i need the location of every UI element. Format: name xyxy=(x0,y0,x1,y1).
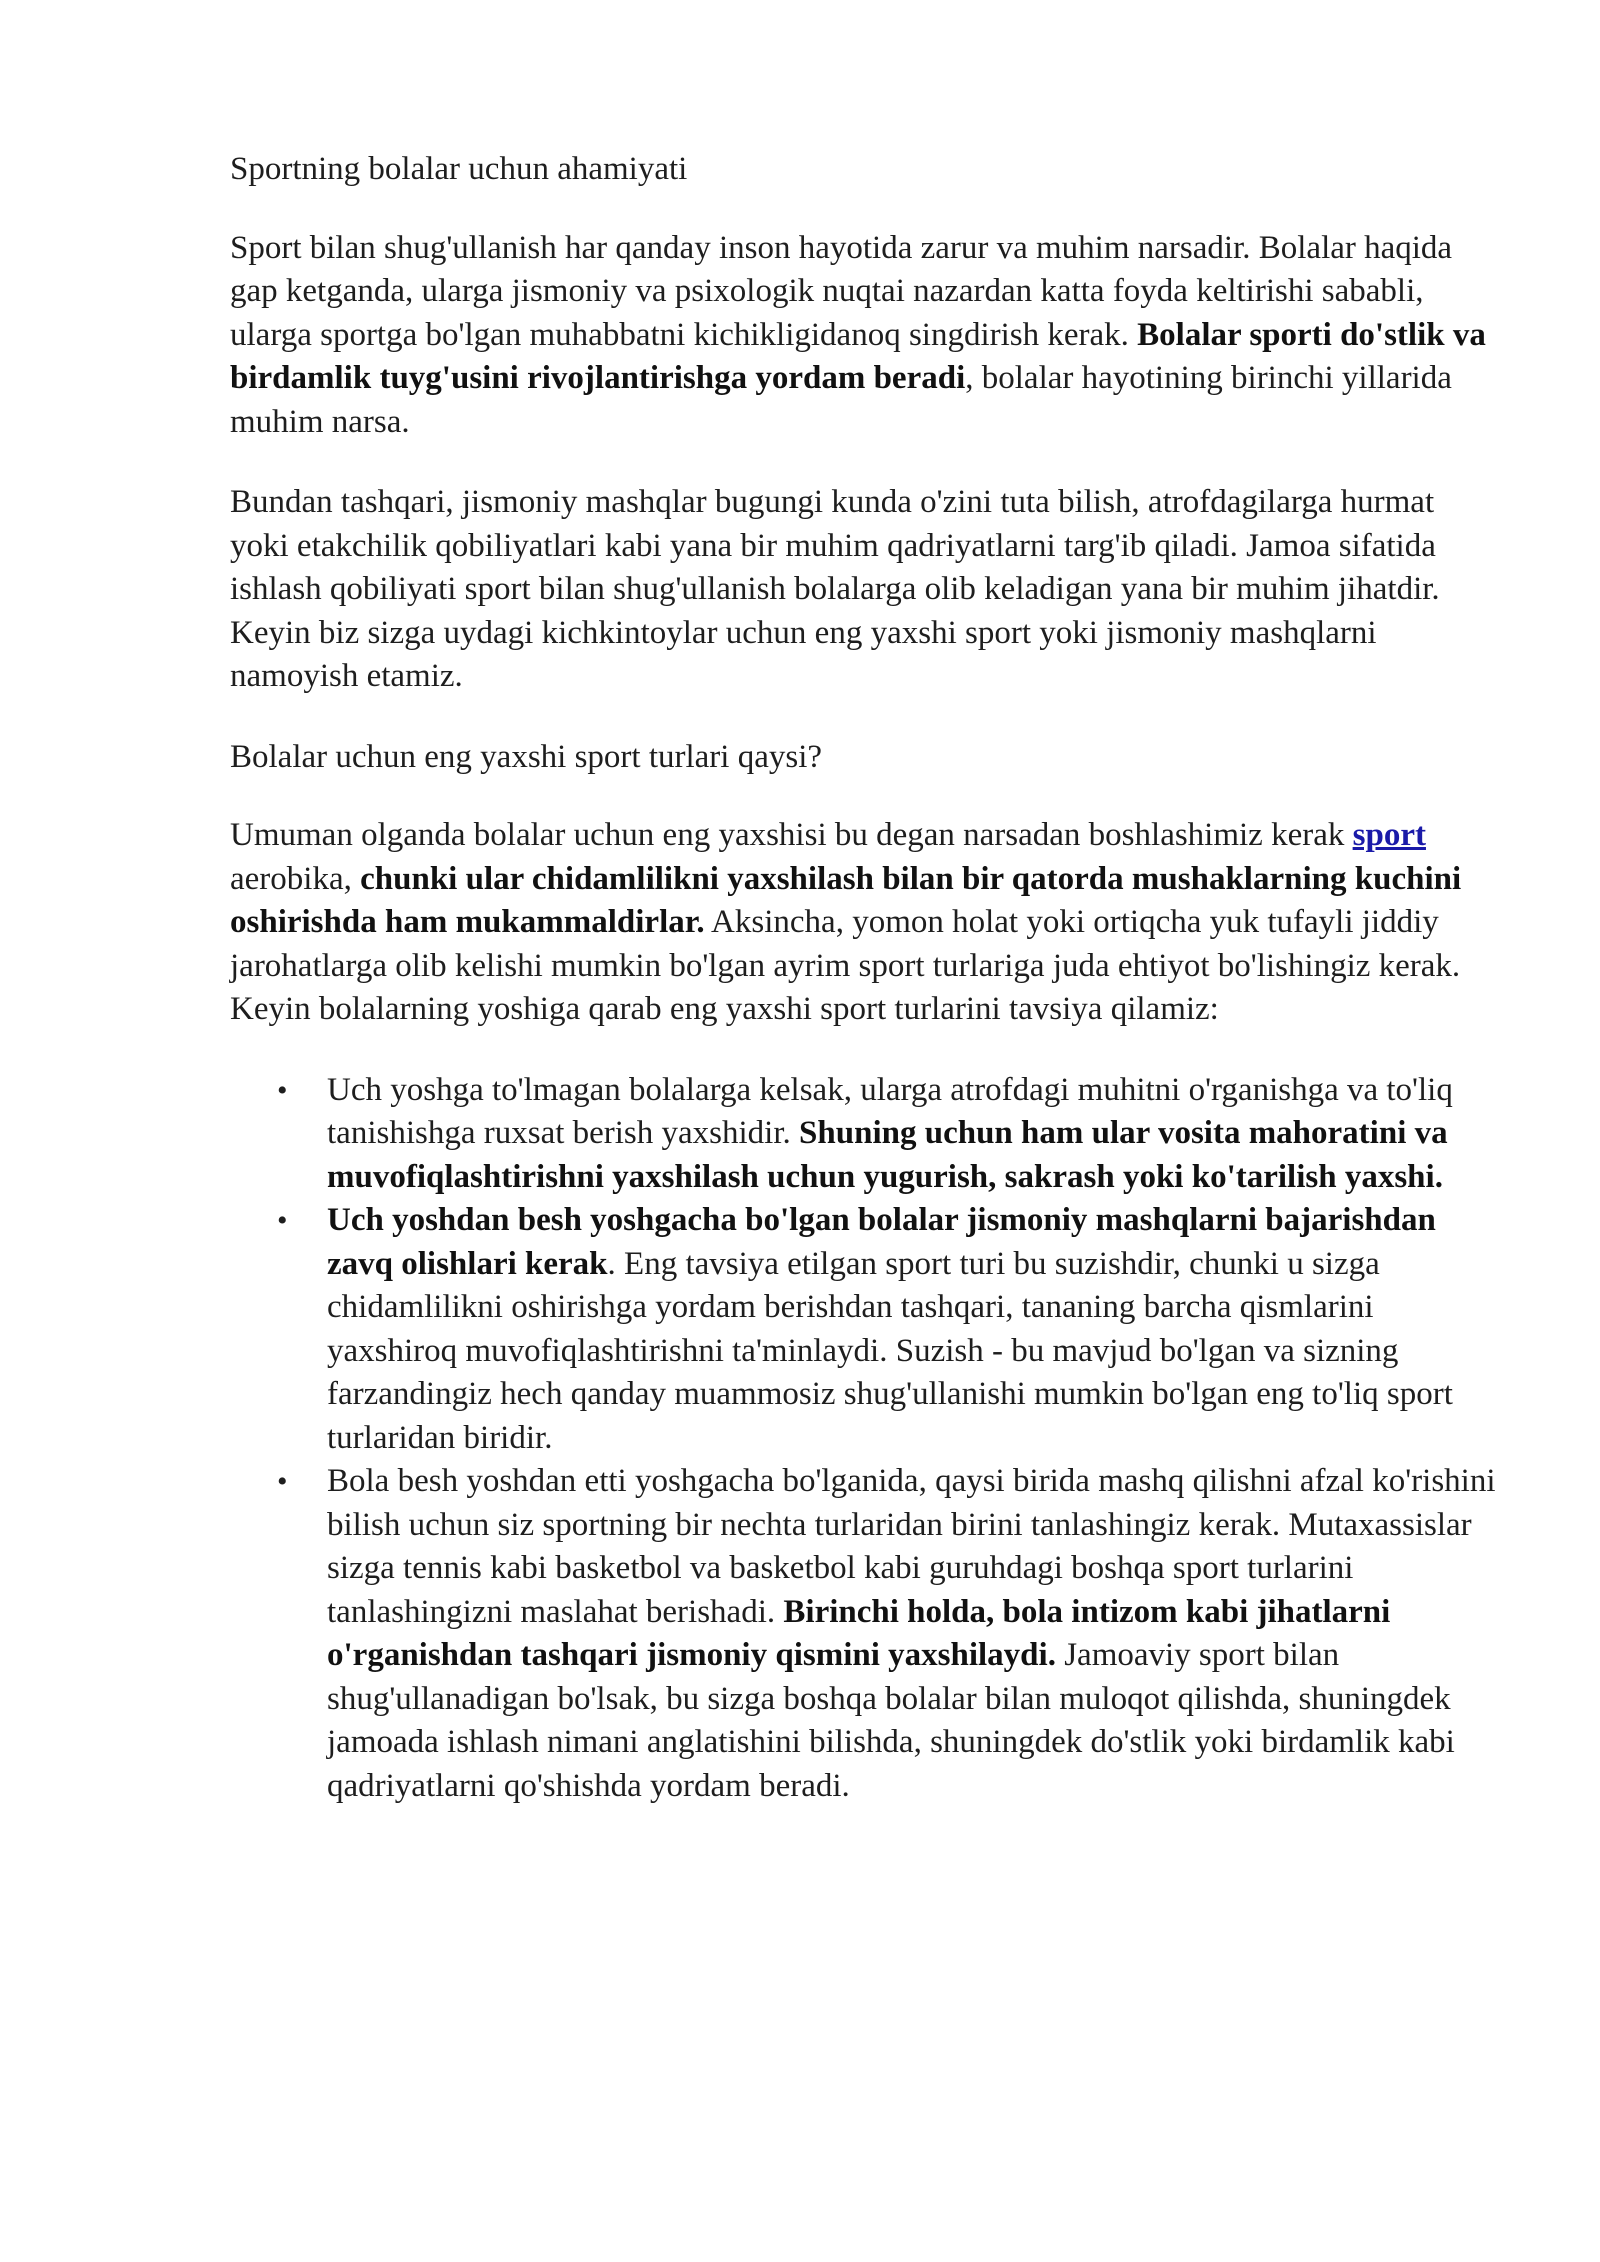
paragraph-intro xyxy=(230,227,1500,445)
paragraph-intro-tail: , bolalar hayotining birinchi yillarida muhim narsa. xyxy=(230,360,1452,440)
paragraph-general xyxy=(230,814,1500,1032)
document-page xyxy=(230,148,1500,1808)
paragraph-general-text-2: aerobika, xyxy=(230,860,361,897)
age-recommendations-list xyxy=(230,1069,1500,1809)
list-item-bold: Birinchi holda, bola intizom kabi jihatlarni o'rganishdan tashqari jismoniy qismini yaxshilaydi. xyxy=(327,1593,1391,1673)
paragraph-general-tail: Aksincha, yomon holat yoki ortiqcha yuk tufayli jiddiy jarohatlarga olib kelishi mumkin bo'lgan ayrim sport turlariga juda ehtiyot bo'lishingiz kerak. Keyin bolalarning yoshiga qarab eng yaxshi sport turlarini tavsiya qilamiz: xyxy=(230,904,1461,1027)
section-heading: Bolalar uchun eng yaxshi sport turlari qaysi? xyxy=(230,738,823,775)
paragraph-intro-text: Sport bilan shug'ullanish har qanday inson hayotida zarur va muhim narsadir. Bolalar haqida gap ketganda, ularga jismoniy va psixologik nuqtai nazardan katta foyda keltirishi sababli, ularga sportga bo'lgan muhabbatni kichikligidanoq singdirish kerak. xyxy=(230,229,1453,353)
list-item xyxy=(327,1460,1500,1808)
list-item-bold: Shuning uchun ham ular vosita mahoratini va muvofiqlashtirishni yaxshilash uchun yugurish, sakrash yoki ko'tarilish yaxshi. xyxy=(327,1115,1448,1195)
document-title: Sportning bolalar uchun ahamiyati xyxy=(230,151,688,187)
sport-link[interactable]: sport xyxy=(1352,817,1426,853)
paragraph-general-text: Umuman olganda bolalar uchun eng yaxshisi bu degan narsadan boshlashimiz kerak xyxy=(230,817,1353,853)
paragraph-intro-bold: Bolalar sporti do'stlik va birdamlik tuyg'usini rivojlantirishga yordam beradi xyxy=(230,316,1486,396)
list-item-text: Uch yoshga to'lmagan bolalarga kelsak, ularga atrofdagi muhitni o'rganishga va to'liq tanishishga ruxsat berish yaxshidir. xyxy=(327,1071,1453,1151)
paragraph-general-bold: chunki ular chidamlilikni yaxshilash bilan bir qatorda mushaklarning kuchini oshirishda ham mukammaldirlar. xyxy=(230,860,1462,940)
paragraph-values: Bundan tashqari, jismoniy mashqlar bugungi kunda o'zini tuta bilish, atrofdagilarga hurmat yoki etakchilik qobiliyatlari kabi yana bir muhim qadriyatlarni targ'ib qiladi. Jamoa sifatida ishlash qobiliyati sport bilan shug'ullanish bolalarga olib keladigan yana bir muhim jihatdir. Keyin biz sizga uydagi kichkintoylar uchun eng yaxshi sport yoki jismoniy mashqlarni namoyish etamiz. xyxy=(230,484,1440,694)
list-item-bold: Uch yoshdan besh yoshgacha bo'lgan bolalar jismoniy mashqlarni bajarishdan zavq olishlari kerak xyxy=(327,1202,1436,1282)
list-item xyxy=(327,1199,1500,1460)
list-item-text: Bola besh yoshdan etti yoshgacha bo'lganida, qaysi birida mashq qilishni afzal ko'rishini bilish uchun siz sportning bir nechta turlaridan birini tanlashingiz kerak. Mutaxassislar sizga tennis kabi basketbol va basketbol kabi guruhdagi boshqa sport turlarini tanlashingizni maslahat berishadi. xyxy=(327,1463,1496,1630)
list-item xyxy=(327,1069,1500,1200)
list-item-text: . Eng tavsiya etilgan sport turi bu suzishdir, chunki u sizga chidamlilikni oshirishga yordam berishdan tashqari, tananing barcha qismlarini yaxshiroq muvofiqlashtirishni ta'minlaydi. Suzish - bu mavjud bo'lgan va sizning farzandingiz hech qanday muammosiz shug'ullanishi mumkin bo'lgan eng to'liq sport turlaridan biridir. xyxy=(327,1245,1453,1456)
list-item-tail: Jamoaviy sport bilan shug'ullanadigan bo'lsak, bu sizga boshqa bolalar bilan muloqot qilishda, shuningdek jamoada ishlash nimani anglatishini bilishda, shuningdek do'stlik yoki birdamlik kabi qadriyatlarni qo'shishda yordam beradi. xyxy=(327,1637,1455,1804)
